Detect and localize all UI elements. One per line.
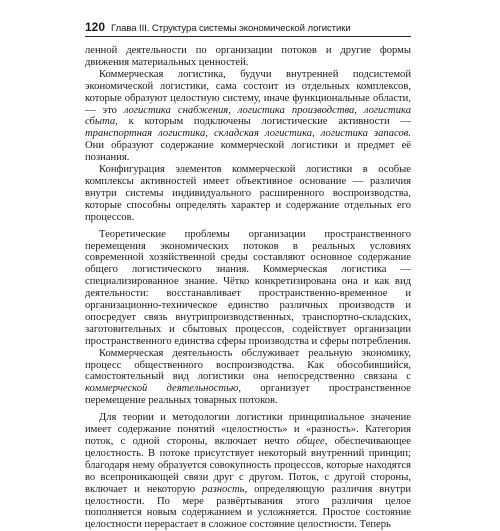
paragraph-2 <box>85 69 411 164</box>
paragraph-6 <box>85 412 411 531</box>
paragraph-2-text-1: Коммерческая логистика, будучи внутренней подсистемой экономической логистики, сама состоит из отдельных комплексов, которые образуют целостную систему, иначе функциональные области, — это <box>85 68 411 116</box>
page-number: 120 <box>85 20 106 34</box>
paragraph-1: ленной деятельности по организации потоков и другие формы движения материальных ценностей. <box>85 45 411 68</box>
paragraph-2-text-3: Они образуют содержание коммерческой логистики и предмет её познания. <box>85 140 411 164</box>
paragraph-6-emphasis-2: разность, <box>202 483 248 495</box>
paragraph-3: Конфигурация элементов коммерческой логистики в особые комплексы активностей имеет объективное основание — различия внутри системы индивидуального расширенного воспроизводства, которые способны определять характер и содержание отдельных его процессов. <box>85 164 411 223</box>
book-page <box>85 20 411 531</box>
paragraph-2-emphasis-1: логистика снабжения, логистика производства, логистика сбыта, <box>85 104 411 128</box>
paragraph-5-text-1: Коммерческая деятельность обслуживает реальную экономику, процесс общественного воспроизводства. Как обособившийся, самостоятельный вид логистики она непосредственно связана с <box>85 347 411 383</box>
paragraph-2-text-2: к которым подключены логистические активности — <box>117 116 411 128</box>
paragraph-6-text-2: обеспечивающее целостность. В потоке присутствует некоторый внутренний принцип; благодаря нему образуется совокупность процессов, которые находятся во всепроникающей связи друг с другом. Поток, с другой стороны, включает и некоторую <box>85 436 411 495</box>
paragraph-6-emphasis-1: общее, <box>296 436 328 447</box>
paragraph-2-emphasis-2: транспортная логистика, складская логистика, логистика запасов. <box>85 128 411 140</box>
paragraph-5 <box>85 348 411 408</box>
paragraph-5-text-2: организует пространственное перемещение реальных товарных потоков. <box>85 383 411 407</box>
chapter-title: Глава III. Структура системы экономической логистики <box>111 23 351 34</box>
running-header <box>85 20 411 37</box>
paragraph-6-text-1: Для теории и методологии логистики принципиальное значение имеет содержание понятий «целостность» и «разность». Категория поток, с одной стороны, включает нечто <box>85 412 411 447</box>
paragraph-5-emphasis-1: коммерческой деятельностью, <box>85 383 242 395</box>
body-text <box>85 45 411 531</box>
paragraph-4: Теоретические проблемы организации пространственного перемещения экономических потоков в реальных условиях современной хозяйственной среды составляют основное содержание общего логистического знания. Коммерческая логистика — специализированное знание. Чётко конкретизирована она и как вид деятельности: восстанавливает пространственно-временное и организационно-техническое единство различных производств и опосредует связь внутрипроизводственных, транспортно-складских, заготовительных и сбытовых процессов, содействует организации пространственного единства сферы производства и сферы потребления. <box>85 228 411 347</box>
paragraph-6-text-3: определяющую различия внутри целостности. По мере развёртывания этого различия целое пополняется новым содержанием и усложняется. Простое состояние целостности перерастает в сложное состояние целостности. Теперь <box>85 483 411 531</box>
